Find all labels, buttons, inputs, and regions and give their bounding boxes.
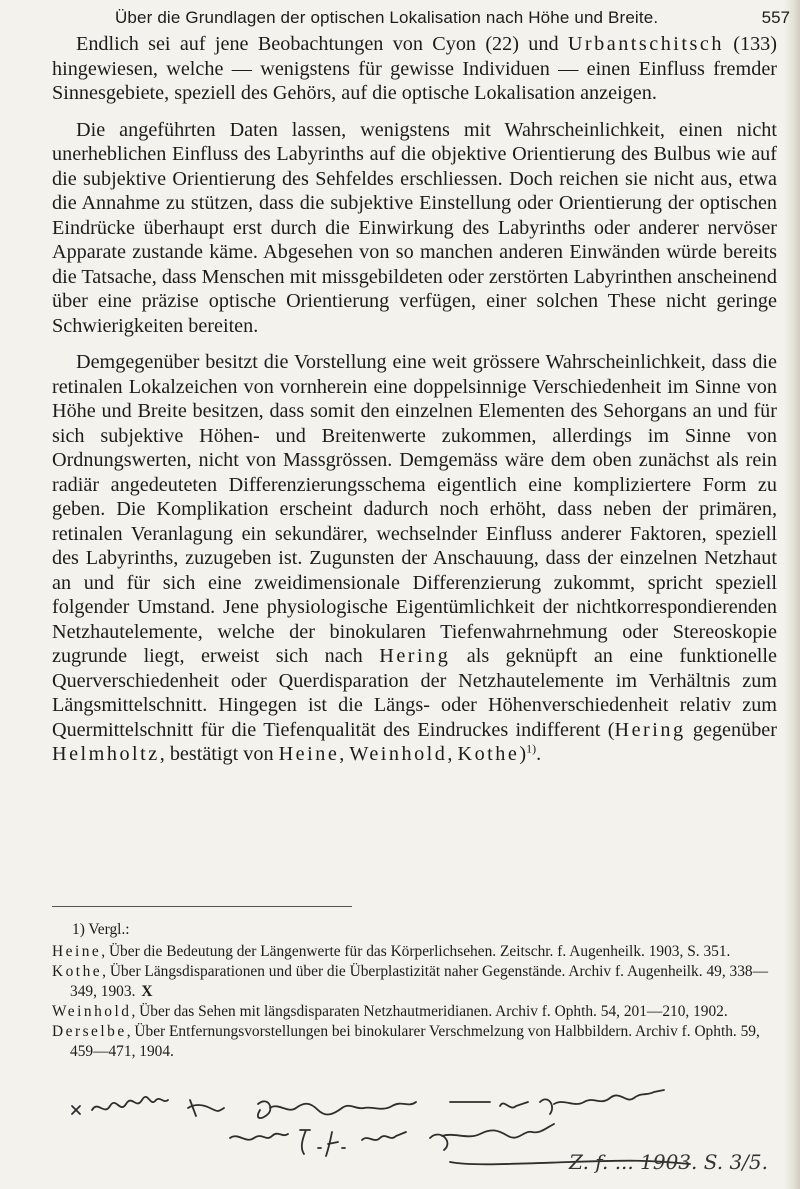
reference-text: , Über Längsdisparationen und über die Überplastizität naher Gegenstände. Archiv f. Augenheilk. 49, 338—349, 1903. [70,963,769,1000]
footnote-reference: 1) [526,741,537,756]
reference-item [52,1002,784,1022]
reference-author: Weinhold [52,1003,132,1020]
author-name: Kothe [457,743,520,765]
author-name: Urbantschitsch [567,33,724,55]
page-edge-shadow [784,0,800,1189]
author-name: Helmholtz [52,743,160,765]
text-run: , [447,743,458,765]
paragraph-3 [52,350,777,767]
handwritten-mark: X [141,983,153,1000]
reference-text: , Über die Bedeutung der Längenwerte für das Körperlichsehen. Zeitschr. f. Augenheilk. 1903, S. 351. [101,943,731,960]
reference-item [52,962,784,1002]
paragraph-2: Die angeführten Daten lassen, wenigstens mit Wahrscheinlichkeit, einen nicht unerheblichen Einfluss des Labyrinths auf die objektive Orientierung des Bulbus wie auf die subjektive Orientierung des Sehfeldes erschliessen. Doch reichen sie nicht aus, etwa die Annahme zu stützen, dass die subjektive Einstellung oder Orientierung der optischen Eindrücke überhaupt erst durch die Einwirkung des Labyrinths oder anderer nervöser Apparate zustande käme. Abgesehen von so manchen anderen Einwänden würde bereits die Tatsache, dass Menschen mit missgebildeten oder zerstörten Labyrinthen anscheinend über eine präzise optische Orientierung verfügen, einer solchen These nicht geringe Schwierigkeiten bereiten. [52,118,777,337]
reference-text: , Über das Sehen mit längsdisparaten Netzhautmeridianen. Archiv f. Ophth. 54, 201—210, 1902. [131,1003,728,1020]
text-run: Demgegenüber besitzt die Vorstellung eine weit grössere Wahrscheinlichkeit, dass die retinalen Lokalzeichen von vornherein eine doppelsinnige Verschiedenheit im Sinne von Höhe und Breite besitzen, dass somit den einzelnen Elementen des Sehorgans an und für sich subjektive Höhen- und Breitenwerte zukommen, allerdings im Sinne von Ordnungswerten, nicht von Massgrössen. Demgemäss wäre dem oben zunächst als rein radiär angedeuteten Differenzierungsschema eigentlich eine kompliziertere Form zu geben. Die Komplikation erscheint dadurch noch erhöht, dass neben der primären, retinalen Veranlagung ein sekundärer, wechselnder Einfluss anderer Faktoren, speziell des Labyrinths, zuzugeben ist. Zugunsten der Anschauung, dass der einzelnen Netzhaut an und für sich eine zweidimensionale Differenzierung zukommt, spricht speziell folgender Umstand. Jene physiologische Eigentümlichkeit der nichtkorrespondierenden Netzhautelemente, welche der binokularen Tiefenwahrnehmung oder Stereoskopie zugrunde liegt, erweist sich nach [52,351,777,667]
author-name: Hering [379,645,451,667]
text-run: Endlich sei auf jene Beobachtungen von Cyon (22) und [76,33,568,55]
footnotes [52,920,784,1062]
reference-author: Derselbe [52,1023,127,1040]
reference-author: Heine [52,943,102,960]
text-run: gegenüber [685,718,777,741]
page-number: 557 [761,8,790,27]
reference-text: , Über Entfernungsvorstellungen bei binokularer Verschmelzung von Halbbildern. Archiv f. Ophth. 59, 459—471, 1904. [70,1023,760,1060]
text-run: , [339,743,350,765]
text-run: ) [519,743,527,765]
text-run: (133) hingewiesen, welche — wenigstens für gewisse Individuen — einen Einfluss fremder Sinnesgebiete, speziell des Gehörs, auf die optische Lokalisation anzeigen. [52,33,777,104]
text-run: als geknüpft an eine funktionelle Querverschiedenheit oder Querdisparation der Netzhautelemente im Verhältnis zum Längsmittelschnitt. Hingegen ist die Längs- oder Höhenverschiedenheit relativ zum Quermittelschnitt für die Tiefenqualität des Eindruckes indifferent ( [52,645,777,741]
running-title: Über die Grundlagen der optischen Lokalisation nach Höhe und Breite. [115,8,659,27]
handwritten-citation: Z. f. ... 1903. S. 3/5. [569,1150,768,1174]
author-name: Hering [614,718,686,741]
reference-author: Kothe [52,963,103,980]
footnote-title: 1) Vergl.: [72,921,130,938]
text-run: . [536,743,542,765]
text-run: , bestätigt von [159,743,279,765]
author-name: Weinhold [349,743,448,765]
reference-item [52,1022,784,1062]
footnote-rule [52,906,352,907]
body-text [52,32,777,779]
reference-item [52,942,784,962]
paragraph-1 [52,32,777,106]
author-name: Heine [278,743,340,765]
handwritten-note [70,1088,790,1183]
